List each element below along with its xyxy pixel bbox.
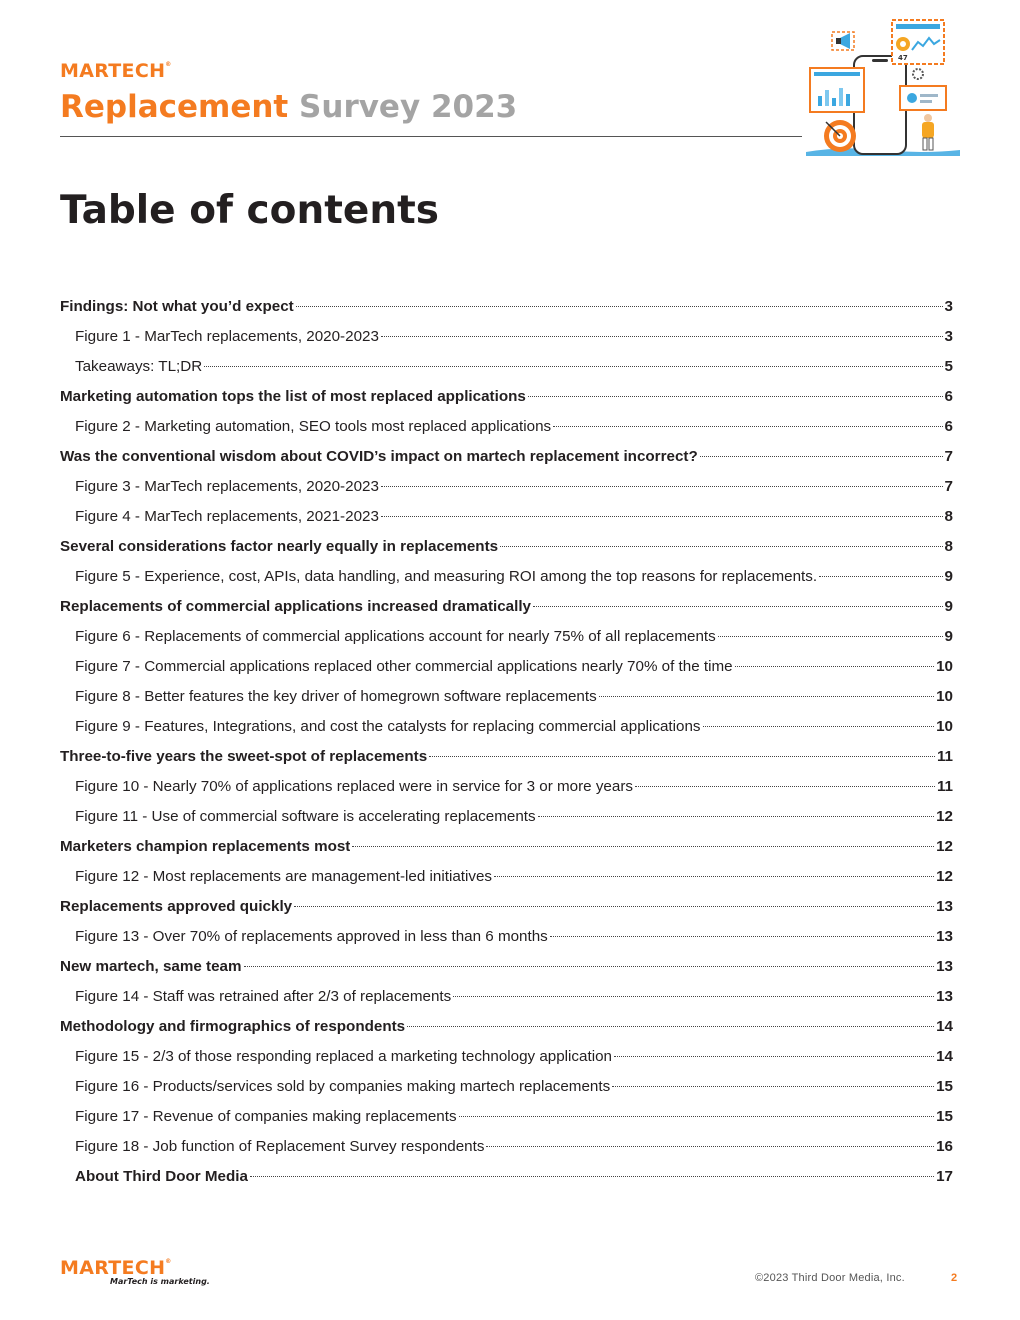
toc-dot-leader	[538, 816, 935, 817]
toc-entry-title: Methodology and firmographics of respondents	[60, 1018, 406, 1035]
toc-dot-leader	[700, 456, 943, 457]
toc-heading: Table of contents	[60, 188, 439, 233]
toc-entry-page: 7	[944, 448, 953, 465]
toc-entry-page: 7	[944, 478, 953, 495]
toc-dot-leader	[599, 696, 934, 697]
toc-section-entry[interactable]	[60, 742, 953, 772]
toc-entry-title: Figure 15 - 2/3 of those responding replaced a marketing technology application	[75, 1048, 612, 1065]
toc-section-entry[interactable]	[60, 592, 953, 622]
document-title	[60, 88, 517, 126]
toc-dot-leader	[486, 1146, 934, 1147]
toc-dot-leader	[612, 1086, 934, 1087]
footer-copyright: ©2023 Third Door Media, Inc.	[755, 1272, 905, 1284]
toc-entry-page: 6	[944, 418, 953, 435]
toc-dot-leader	[407, 1026, 934, 1027]
toc-dot-leader	[533, 606, 943, 607]
target-icon	[824, 120, 856, 152]
toc-entry-title: Figure 16 - Products/services sold by companies making martech replacements	[75, 1078, 611, 1095]
toc-entry-page: 16	[936, 1138, 953, 1155]
toc-dot-leader	[614, 1056, 934, 1057]
toc-entry-title: Was the conventional wisdom about COVID’s impact on martech replacement incorrect?	[60, 448, 698, 465]
person-icon	[922, 114, 934, 150]
toc-dot-leader	[635, 786, 935, 787]
toc-entry-title: Marketing automation tops the list of most replaced applications	[60, 388, 526, 405]
logo-text: MARTECH	[60, 60, 166, 82]
toc-entry-title: Figure 12 - Most replacements are management-led initiatives	[75, 868, 493, 885]
registered-mark: ®	[165, 61, 172, 68]
toc-entry-page: 9	[944, 598, 953, 615]
toc-section-entry[interactable]	[60, 292, 953, 322]
toc-entry-page: 13	[936, 988, 953, 1005]
toc-section-entry[interactable]	[60, 442, 953, 472]
toc-entry-title: Figure 3 - MarTech replacements, 2020-2023	[75, 478, 379, 495]
toc-entry-page: 11	[936, 748, 953, 765]
toc-entry-title: Replacements approved quickly	[60, 898, 293, 915]
toc-entry-page: 6	[944, 388, 953, 405]
toc-dot-leader	[429, 756, 935, 757]
toc-subentry[interactable]	[60, 472, 953, 502]
toc-entry-title: Replacements of commercial applications increased dramatically	[60, 598, 532, 615]
toc-entry-page: 12	[936, 808, 953, 825]
toc-dot-leader	[250, 1176, 934, 1177]
toc-entry-title: Three-to-five years the sweet-spot of replacements	[60, 748, 428, 765]
toc-subentry[interactable]	[60, 1132, 953, 1162]
toc-entry-title: Figure 7 - Commercial applications replaced other commercial applications nearly 70% of the time	[75, 658, 733, 675]
toc-dot-leader	[703, 726, 935, 727]
title-accent: Replacement	[60, 89, 289, 125]
toc-section-entry[interactable]	[60, 952, 953, 982]
toc-entry-title: About Third Door Media	[75, 1168, 248, 1185]
toc-subentry[interactable]	[60, 982, 953, 1012]
toc-subentry[interactable]	[60, 622, 953, 652]
toc-subentry[interactable]	[60, 1042, 953, 1072]
toc-dot-leader	[718, 636, 943, 637]
toc-section-entry[interactable]	[60, 1012, 953, 1042]
footer-registered-mark: ®	[165, 1258, 172, 1265]
toc-dot-leader	[296, 306, 943, 307]
toc-entry-page: 9	[944, 568, 953, 585]
toc-entry-page: 11	[936, 778, 953, 795]
toc-entry-title: Takeaways: TL;DR	[75, 358, 203, 375]
toc-subentry[interactable]	[60, 1072, 953, 1102]
toc-entry-page: 12	[936, 868, 953, 885]
toc-dot-leader	[381, 516, 943, 517]
toc-entry-page: 9	[944, 628, 953, 645]
toc-dot-leader	[459, 1116, 935, 1117]
page-number: 2	[951, 1272, 958, 1284]
toc-entry-title: Figure 9 - Features, Integrations, and cost the catalysts for replacing commercial applications	[75, 718, 701, 735]
toc-entry-page: 5	[944, 358, 953, 375]
toc-entry-page: 3	[944, 328, 953, 345]
toc-subentry[interactable]	[60, 412, 953, 442]
toc-dot-leader	[819, 576, 942, 577]
toc-entry-page: 8	[944, 508, 953, 525]
toc-entry-title: Findings: Not what you’d expect	[60, 298, 294, 315]
toc-entry-title: Figure 6 - Replacements of commercial applications account for nearly 75% of all replacements	[75, 628, 716, 645]
toc-dot-leader	[294, 906, 934, 907]
toc-entry-title: Figure 2 - Marketing automation, SEO tools most replaced applications	[75, 418, 552, 435]
analytics-phone-illustration	[802, 18, 962, 160]
footer-logo-text: MARTECH	[60, 1257, 166, 1279]
toc-entry-page: 14	[936, 1048, 953, 1065]
toc-subentry[interactable]	[60, 1162, 953, 1192]
toc-dot-leader	[204, 366, 942, 367]
toc-section-entry[interactable]	[60, 892, 953, 922]
toc-subentry[interactable]	[60, 922, 953, 952]
toc-entry-title: Marketers champion replacements most	[60, 838, 351, 855]
toc-entry-title: Figure 11 - Use of commercial software is accelerating replacements	[75, 808, 536, 825]
toc-dot-leader	[553, 426, 942, 427]
toc-section-entry[interactable]	[60, 532, 953, 562]
toc-dot-leader	[381, 336, 943, 337]
toc-entry-page: 14	[936, 1018, 953, 1035]
toc-subentry[interactable]	[60, 562, 953, 592]
toc-entry-page: 13	[936, 898, 953, 915]
toc-entry-title: Figure 10 - Nearly 70% of applications replaced were in service for 3 or more years	[75, 778, 633, 795]
title-rest: Survey 2023	[288, 89, 518, 125]
toc-subentry[interactable]	[60, 652, 953, 682]
toc-dot-leader	[381, 486, 943, 487]
toc-entry-title: Figure 17 - Revenue of companies making replacements	[75, 1108, 457, 1125]
toc-entry-page: 17	[936, 1168, 953, 1185]
toc-entry-page: 3	[944, 298, 953, 315]
toc-list	[60, 292, 953, 1192]
toc-entry-title: Figure 18 - Job function of Replacement Survey respondents	[75, 1138, 485, 1155]
toc-entry-title: Figure 13 - Over 70% of replacements approved in less than 6 months	[75, 928, 548, 945]
toc-section-entry[interactable]	[60, 832, 953, 862]
toc-entry-title: Several considerations factor nearly equally in replacements	[60, 538, 499, 555]
toc-dot-leader	[244, 966, 935, 967]
toc-dot-leader	[453, 996, 934, 997]
toc-subentry[interactable]	[60, 862, 953, 892]
toc-section-entry[interactable]	[60, 382, 953, 412]
toc-subentry[interactable]	[60, 712, 953, 742]
toc-subentry[interactable]	[60, 802, 953, 832]
toc-entry-title: Figure 8 - Better features the key driver of homegrown software replacements	[75, 688, 597, 705]
toc-entry-page: 15	[936, 1078, 953, 1095]
martech-logo	[60, 62, 172, 81]
toc-entry-title: Figure 14 - Staff was retrained after 2/3 of replacements	[75, 988, 452, 1005]
toc-entry-page: 10	[936, 688, 953, 705]
toc-entry-page: 13	[936, 928, 953, 945]
toc-dot-leader	[352, 846, 934, 847]
toc-entry-page: 10	[936, 718, 953, 735]
megaphone-icon	[832, 32, 854, 50]
header-divider	[60, 136, 802, 137]
toc-entry-page: 12	[936, 838, 953, 855]
toc-entry-page: 15	[936, 1108, 953, 1125]
toc-entry-title: Figure 4 - MarTech replacements, 2021-2023	[75, 508, 379, 525]
toc-dot-leader	[735, 666, 935, 667]
toc-subentry[interactable]	[60, 352, 953, 382]
toc-entry-title: Figure 1 - MarTech replacements, 2020-2023	[75, 328, 379, 345]
toc-entry-title: New martech, same team	[60, 958, 242, 975]
footer-martech-logo	[60, 1259, 172, 1278]
toc-subentry[interactable]	[60, 502, 953, 532]
toc-dot-leader	[528, 396, 943, 397]
toc-entry-title: Figure 5 - Experience, cost, APIs, data handling, and measuring ROI among the top reasons for replacements.	[75, 568, 818, 585]
footer-tagline: MarTech is marketing.	[110, 1277, 210, 1286]
toc-dot-leader	[500, 546, 942, 547]
toc-subentry[interactable]	[60, 772, 953, 802]
toc-dot-leader	[494, 876, 934, 877]
toc-entry-page: 8	[944, 538, 953, 555]
toc-subentry[interactable]	[60, 322, 953, 352]
toc-entry-page: 13	[936, 958, 953, 975]
gauge-value-text: 47	[898, 54, 908, 62]
toc-subentry[interactable]	[60, 1102, 953, 1132]
toc-subentry[interactable]	[60, 682, 953, 712]
toc-entry-page: 10	[936, 658, 953, 675]
toc-dot-leader	[550, 936, 934, 937]
